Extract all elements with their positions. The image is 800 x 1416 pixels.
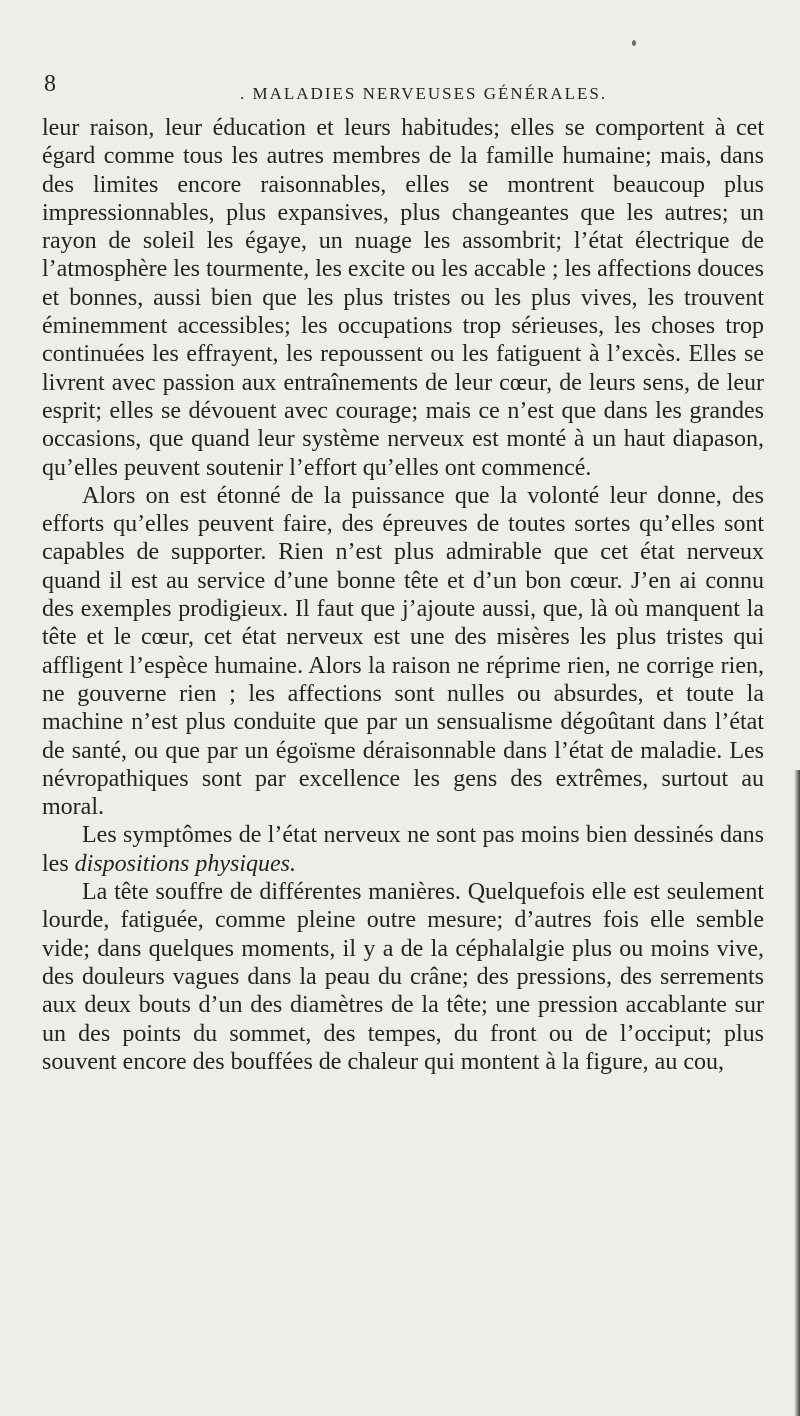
paragraph-1: leur raison, leur éducation et leurs habitudes; elles se comportent à cet égard comme tous les autres membres de la famille humaine; mais, dans des limites encore raisonnables, elles se montrent beaucoup plus impressionnables, plus expansives, plus changeantes que les autres; un rayon de soleil les égaye, un nuage les assombrit; l’état électrique de l’atmosphère les tourmente, les excite ou les accable ; les affections douces et bonnes, aussi bien que les plus tristes ou les plus vives, les trouvent éminemment accessibles; les occupations trop sérieuses, les choses trop continuées les effrayent, les repoussent ou les fatiguent à l’excès. Elles se livrent avec passion aux entraînements de leur cœur, de leurs sens, de leur esprit; elles se dévouent avec courage; mais ce n’est que dans les grandes occasions, que quand leur système nerveux est monté à un haut diapason, qu’elles peuvent soutenir l’effort qu’elles ont commencé. <box>42 115 764 481</box>
page-header <box>40 71 760 108</box>
page-number: 8 <box>44 71 56 97</box>
body-text <box>42 114 764 1076</box>
paragraph-3-italic: dispositions physiques. <box>74 850 297 877</box>
paper-speck <box>632 40 636 46</box>
paragraph-3-start: Les symptômes de l’état nerveux ne sont pas moins bien dessinés dans les <box>42 822 764 877</box>
paragraph-4: La tête souffre de différentes manières. Quelquefois elle est seulement lourde, fatiguée, comme pleine outre mesure; d’autres fois elle semble vide; dans quelques moments, il y a de la céphalalgie plus ou moins vive, des douleurs vagues dans la peau du crâne; des pressions, des serrements aux deux bouts d’un des diamètres de la tête; une pression accablante sur un des points du sommet, des tempes, du front ou de l’occiput; plus souvent encore des bouffées de chaleur qui montent à la figure, au cou, <box>42 879 764 1075</box>
page-edge-shadow <box>794 770 800 1416</box>
paragraph-3 <box>42 821 764 878</box>
paragraph-2: Alors on est étonné de la puissance que la volonté leur donne, des efforts qu’elles peuvent faire, des épreuves de toutes sortes qu’elles sont capables de supporter. Rien n’est plus admirable que cet état nerveux quand il est au service d’une bonne tête et d’un bon cœur. J’en ai connu des exemples prodigieux. Il faut que j’ajoute aussi, que, là où manquent la tête et le cœur, cet état nerveux est une des misères les plus tristes qui affligent l’espèce humaine. Alors la raison ne réprime rien, ne corrige rien, ne gouverne rien ; les affections sont nulles ou absurdes, et toute la machine n’est plus conduite que par un sensualisme dégoûtant dans l’état de santé, ou que par un égoïsme déraisonnable dans l’état de maladie. Les névropathiques sont par excellence les gens des extrêmes, surtout au moral. <box>42 482 764 821</box>
running-head: . MALADIES NERVEUSES GÉNÉRALES. <box>240 84 608 103</box>
